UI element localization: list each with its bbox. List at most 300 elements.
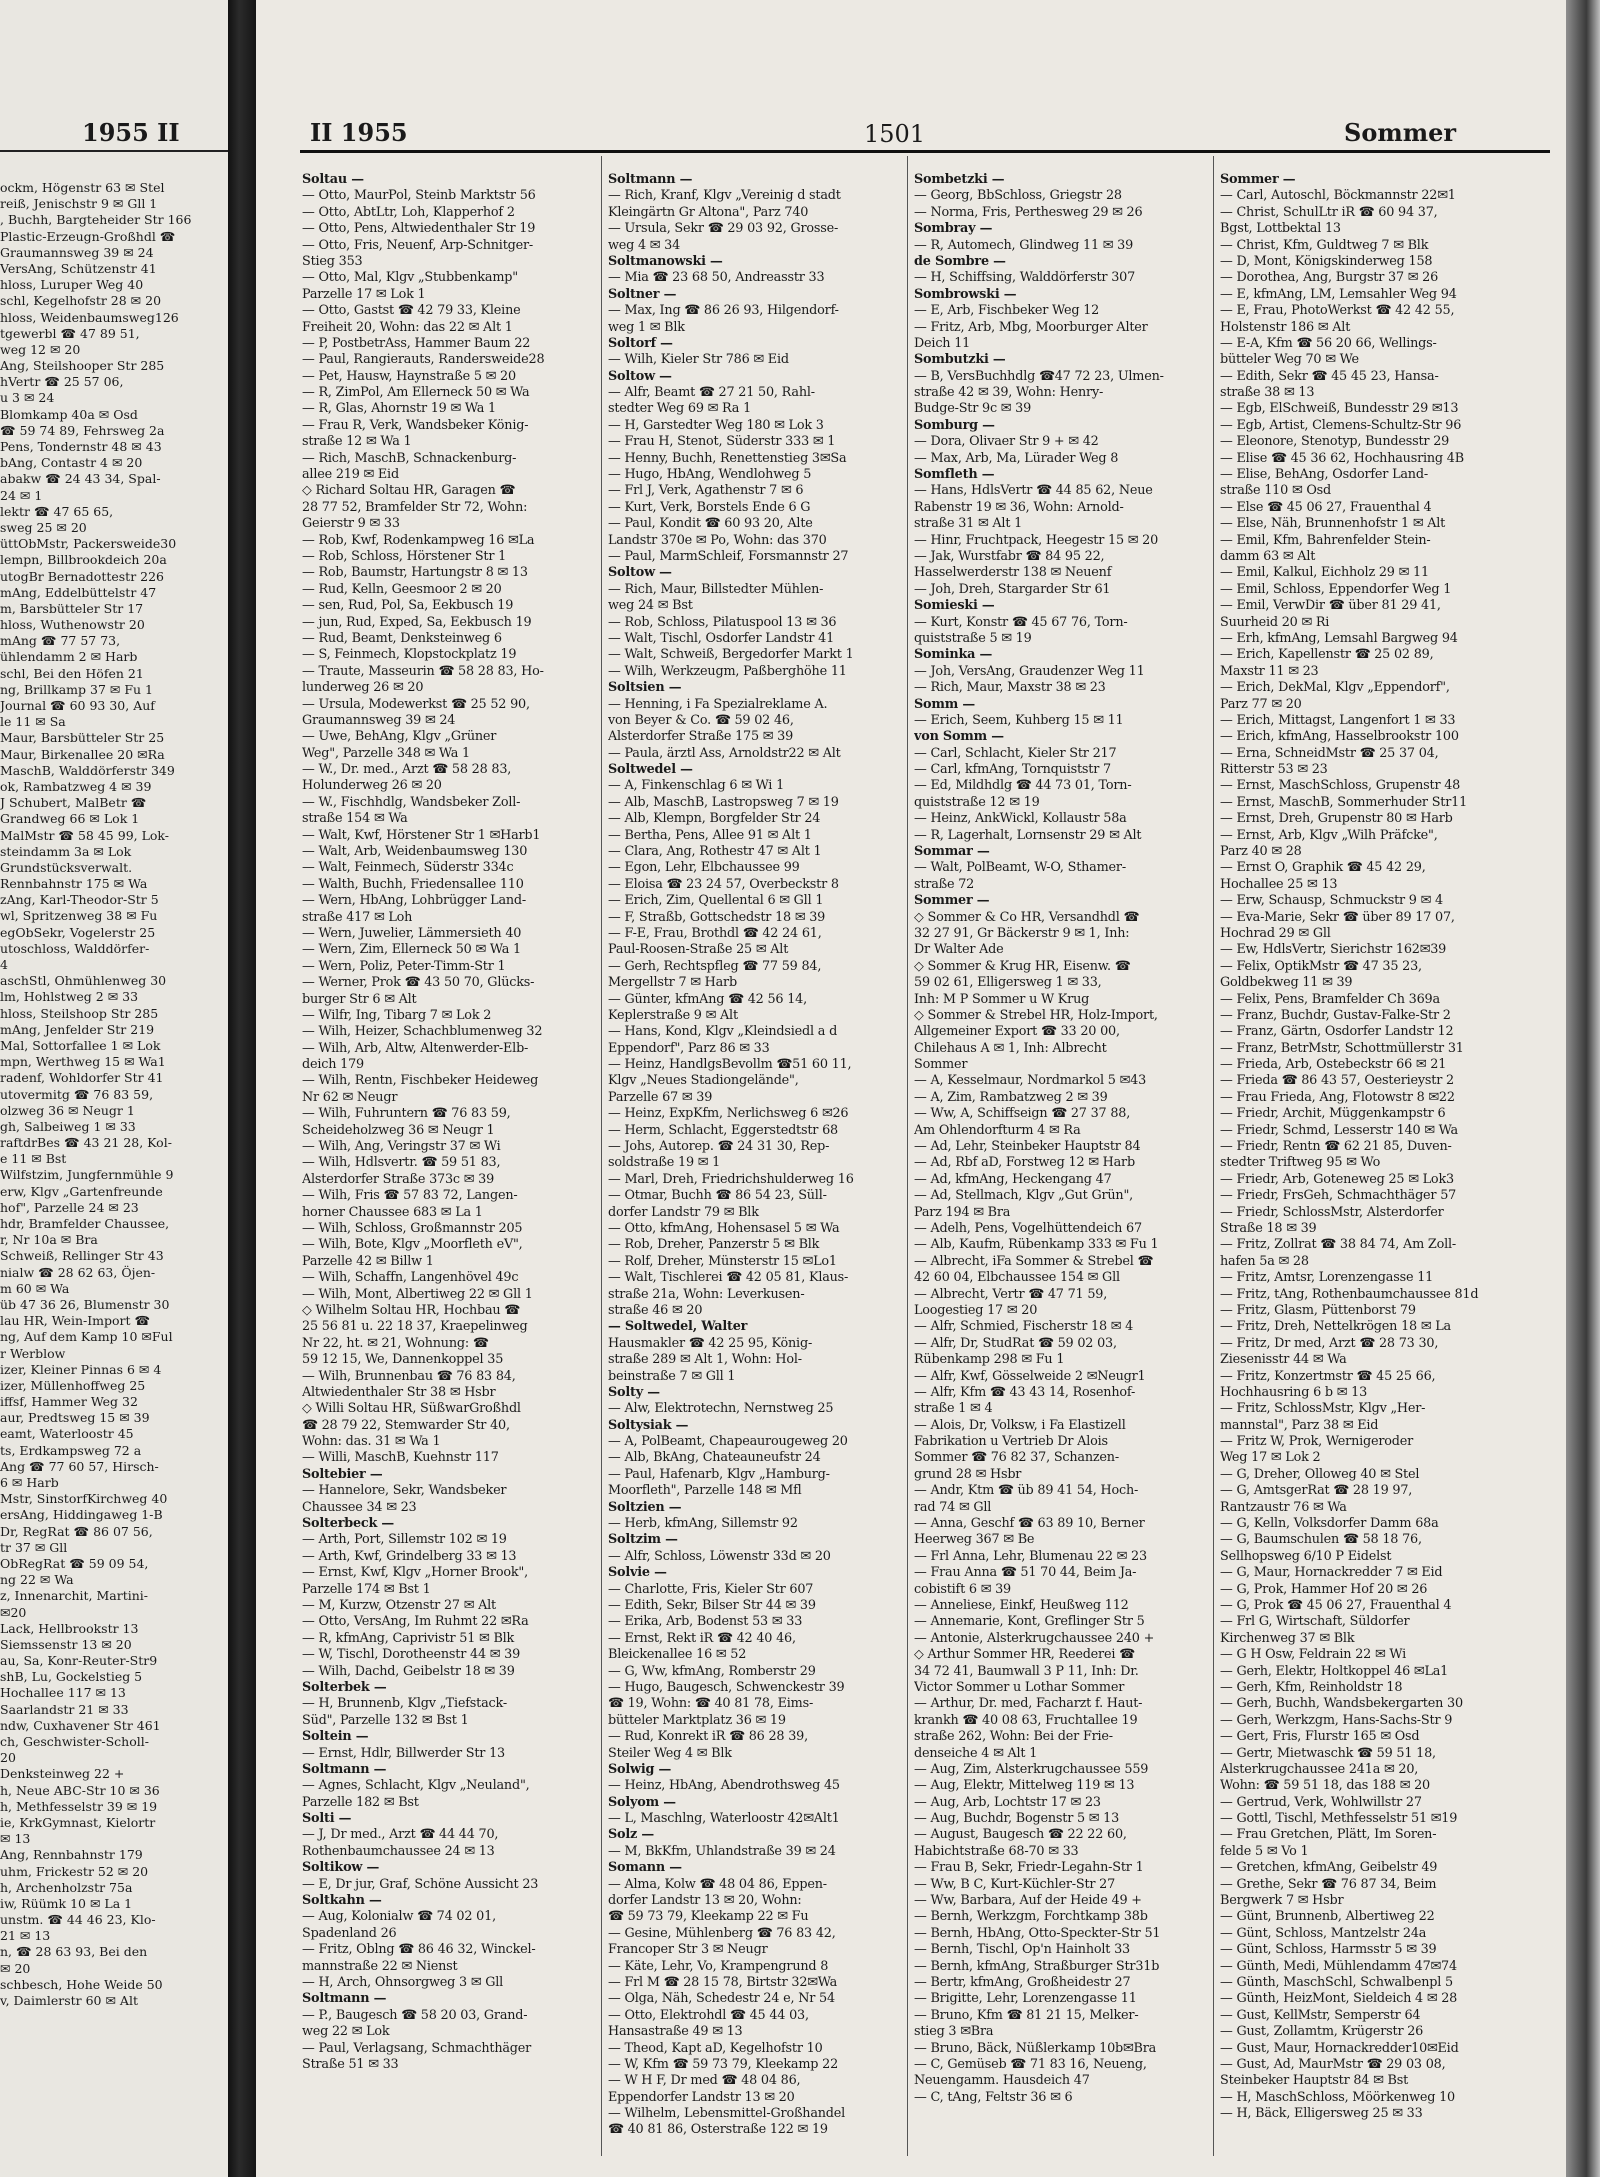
directory-entry-line: Sommer — <box>1220 172 1296 187</box>
directory-entry-line: — Alw, Elektrotechn, Nernstweg 25 <box>608 1401 834 1417</box>
directory-entry-line: — Otto, Fris, Neuenf, Arp-Schnitger- <box>302 237 534 253</box>
directory-entry-line: — Henning, i Fa Spezialreklame A. <box>608 696 828 712</box>
directory-entry-line: — Fritz, Arb, Mbg, Moorburger Alter <box>914 319 1148 335</box>
directory-entry-line: — Werner, Prok ☎ 43 50 70, Glücks- <box>302 975 535 991</box>
directory-entry-line: Alsterkrugchaussee 241a ✉ 20, <box>1220 1761 1419 1777</box>
directory-entry-line: straße 38 ✉ 13 <box>1220 385 1315 401</box>
directory-entry-line: — Wilh, Rentn, Fischbeker Heideweg <box>302 1073 539 1089</box>
directory-entry-line: — Wilh, Dachd, Geibelstr 18 ✉ 39 <box>302 1663 515 1679</box>
directory-line: erw, Klgv „Gartenfreunde <box>0 1183 163 1199</box>
directory-entry-line: Neuengamm. Hausdeich 47 <box>914 2073 1090 2089</box>
directory-entry-line: — Walt, Tischlerei ☎ 42 05 81, Klaus- <box>608 1270 849 1286</box>
directory-entry-line: weg 24 ✉ Bst <box>608 598 693 614</box>
directory-entry-line: — Erna, SchneidMstr ☎ 25 37 04, <box>1220 745 1439 761</box>
directory-entry-line: — Gert, Fris, Flurstr 165 ✉ Osd <box>1220 1729 1420 1745</box>
directory-entry-line: — Friedr, Arb, Goteneweg 25 ✉ Lok3 <box>1220 1171 1454 1187</box>
directory-entry-line: — Walt, Kwf, Hörstener Str 1 ✉Harb1 <box>302 827 541 843</box>
directory-entry-line: — Gust, KellMstr, Semperstr 64 <box>1220 2007 1421 2023</box>
directory-entry-line: — jun, Rud, Exped, Sa, Eekbusch 19 <box>302 614 532 630</box>
directory-entry-line: — Ad, Lehr, Steinbeker Hauptstr 84 <box>914 1139 1141 1155</box>
directory-entry-line: 34 72 41, Baumwall 3 P 11, Inh: Dr. <box>914 1663 1139 1679</box>
directory-entry-line: Dr Walter Ade <box>914 942 1004 958</box>
directory-entry-line: — Uwe, BehAng, Klgv „Grüner <box>302 729 497 745</box>
directory-line: iffsf, Hammer Weg 32 <box>0 1394 138 1410</box>
directory-entry-line: — Fritz, Dr med, Arzt ☎ 28 73 30, <box>1220 1335 1439 1351</box>
directory-line: iw, Rüümk 10 ✉ La 1 <box>0 1895 133 1911</box>
directory-entry-line: ◇ Willi Soltau HR, SüßwarGroßhdl <box>302 1401 521 1417</box>
directory-entry-line: mannstraße 22 ✉ Nienst <box>302 1958 458 1974</box>
directory-line: lektr ☎ 47 65 65, <box>0 503 114 519</box>
directory-entry-line: dorfer Landstr 79 ✉ Blk <box>608 1204 759 1220</box>
directory-line: uhm, Frickestr 52 ✉ 20 <box>0 1863 149 1879</box>
directory-entry-line: Somann — <box>608 1860 682 1876</box>
directory-line: Schweiß, Rellinger Str 43 <box>0 1248 164 1264</box>
directory-line: ✉20 <box>0 1604 27 1620</box>
directory-entry-line: — Wilh, Bote, Klgv „Moorfleth eV", <box>302 1237 523 1253</box>
directory-entry-line: — Ew, HdlsVertr, Sierichstr 162✉39 <box>1220 942 1447 958</box>
directory-entry-line: Parzelle 174 ✉ Bst 1 <box>302 1581 431 1597</box>
directory-entry-line: — Hannelore, Sekr, Wandsbeker <box>302 1483 507 1499</box>
directory-entry-line: Parzelle 67 ✉ 39 <box>608 1089 713 1105</box>
directory-entry-line: — Rich, Kranf, Klgv „Vereinig d stadt <box>608 188 841 204</box>
directory-entry-line: Wohn: ☎ 59 51 18, das 188 ✉ 20 <box>1220 1778 1431 1794</box>
directory-entry-line: — Frau R, Verk, Wandsbeker König- <box>302 417 529 433</box>
directory-column-2 <box>608 172 898 2139</box>
directory-entry-line: — Fritz, SchlossMstr, Klgv „Her- <box>1220 1401 1426 1417</box>
directory-entry-line: burger Str 6 ✉ Alt <box>302 991 417 1007</box>
directory-entry-line: — Wilfr, Ing, Tibarg 7 ✉ Lok 2 <box>302 1007 492 1023</box>
directory-entry-line: — Paula, ärztl Ass, Arnoldstr22 ✉ Alt <box>608 745 841 761</box>
directory-entry-line: — G, Prok ☎ 45 06 27, Frauenthal 4 <box>1220 1597 1452 1613</box>
directory-entry-line: — Aug, Buchdr, Bogenstr 5 ✉ 13 <box>914 1811 1120 1827</box>
directory-entry-line: — Gust, Maur, Hornackredder10✉Eid <box>1220 2040 1459 2056</box>
directory-entry-line: — Friedr, Rentn ☎ 62 21 85, Duven- <box>1220 1139 1452 1155</box>
directory-entry-line: — C, Gemüseb ☎ 71 83 16, Neueng, <box>914 2056 1147 2072</box>
directory-entry-line: horner Chaussee 683 ✉ La 1 <box>302 1204 483 1220</box>
directory-entry-line: — Fritz, Glasm, Püttenborst 79 <box>1220 1302 1416 1318</box>
directory-entry-line: Rothenbaumchaussee 24 ✉ 13 <box>302 1843 495 1859</box>
directory-entry-line: — Aug, Kolonialw ☎ 74 02 01, <box>302 1909 496 1925</box>
directory-entry-line: Nr 62 ✉ Neugr <box>302 1089 398 1105</box>
directory-entry-line: — Joh, Dreh, Stargarder Str 61 <box>914 581 1111 597</box>
directory-entry-line: Soltein — <box>302 1729 369 1745</box>
directory-line: hdr, Bramfelder Chaussee, <box>0 1216 170 1231</box>
directory-entry-line: — Hinr, Fruchtpack, Heegestr 15 ✉ 20 <box>914 532 1159 548</box>
directory-entry-line: — Otto, Mal, Klgv „Stubbenkamp" <box>302 270 518 286</box>
directory-entry-line: Suurheid 20 ✉ Ri <box>1220 614 1330 630</box>
directory-entry-line: straße 72 <box>914 876 975 892</box>
directory-line: abakw ☎ 24 43 34, Spal- <box>0 471 161 487</box>
directory-entry-line: straße 21a, Wohn: Leverkusen- <box>608 1286 805 1302</box>
directory-entry-line: — Kurt, Konstr ☎ 45 67 76, Torn- <box>914 614 1128 630</box>
directory-entry-line: — Ursula, Modewerkst ☎ 25 52 90, <box>302 696 530 712</box>
directory-entry-line: Somm — <box>914 696 975 712</box>
left-page-header: 1955 II <box>82 118 180 147</box>
column-divider <box>601 156 602 2156</box>
directory-line: schbesch, Hohe Weide 50 <box>0 1976 163 1992</box>
directory-entry-line: Parz 77 ✉ 20 <box>1220 696 1302 712</box>
directory-line: r, Nr 10a ✉ Bra <box>0 1232 98 1248</box>
directory-entry-line: — Soltwedel, Walter <box>608 1319 748 1335</box>
directory-entry-line: — Ernst, MaschB, Sommerhuder Str11 <box>1220 794 1468 810</box>
directory-entry-line: Moorfleth", Parzelle 148 ✉ Mfl <box>608 1483 802 1499</box>
directory-entry-line: — Dora, Olivaer Str 9 + ✉ 42 <box>914 434 1099 450</box>
directory-line: J Schubert, MalBetr ☎ <box>0 795 147 811</box>
directory-entry-line: — Otto, MaurPol, Steinb Marktstr 56 <box>302 188 536 204</box>
directory-entry-line: — Günth, MaschSchl, Schwalbenpl 5 <box>1220 1974 1453 1990</box>
directory-entry-line: krankh ☎ 40 08 63, Fruchtallee 19 <box>914 1712 1138 1728</box>
directory-entry-line: — Ad, Rbf aD, Forstweg 12 ✉ Harb <box>914 1155 1135 1171</box>
directory-line: sweg 25 ✉ 20 <box>0 519 87 535</box>
directory-entry-line: Sommer — <box>914 893 990 909</box>
directory-column-1 <box>302 172 592 2073</box>
left-header-rule <box>0 150 228 152</box>
directory-entry-line: Geierstr 9 ✉ 33 <box>302 516 400 532</box>
directory-line: shB, Lu, Gockelstieg 5 <box>0 1669 143 1685</box>
directory-entry-line: Somburg — <box>914 417 995 433</box>
directory-entry-line: — Paul, Hafenarb, Klgv „Hamburg- <box>608 1466 830 1482</box>
directory-entry-line: — Walth, Buchh, Friedensallee 110 <box>302 876 524 892</box>
directory-entry-line: Sominka — <box>914 647 993 663</box>
directory-entry-line: lunderweg 26 ✉ 20 <box>302 680 424 696</box>
directory-entry-line: — Adelh, Pens, Vogelhüttendeich 67 <box>914 1221 1142 1236</box>
directory-line: zAng, Karl-Theodor-Str 5 <box>0 892 159 908</box>
directory-entry-line: Soltysiak — <box>608 1417 689 1433</box>
directory-line: 20 <box>0 1750 16 1766</box>
directory-entry-line: — E, kfmAng, LM, Lemsahler Weg 94 <box>1220 286 1457 302</box>
directory-entry-line: Solyom — <box>608 1794 676 1810</box>
directory-entry-line: cobistift 6 ✉ 39 <box>914 1581 1011 1597</box>
directory-entry-line: Soltsien — <box>608 680 682 696</box>
directory-entry-line: — Theod, Kapt aD, Kegelhofstr 10 <box>608 2040 823 2056</box>
directory-entry-line: — Andr, Ktm ☎ üb 89 41 54, Hoch- <box>914 1483 1139 1499</box>
directory-line: ✉ 20 <box>0 1960 31 1976</box>
directory-entry-line: — Wilh, Schaffn, Langenhövel 49c <box>302 1270 519 1286</box>
directory-entry-line: — R, kfmAng, Caprivistr 51 ✉ Blk <box>302 1630 515 1646</box>
directory-entry-line: — Felix, Pens, Bramfelder Ch 369a <box>1220 991 1440 1007</box>
directory-entry-line: — Bernh, kfmAng, Straßburger Str31b <box>914 1958 1160 1974</box>
directory-entry-line: — W., Dr. med., Arzt ☎ 58 28 83, <box>302 762 512 778</box>
directory-entry-line: Sombray — <box>914 221 993 237</box>
directory-entry-line: Straße 18 ✉ 39 <box>1220 1221 1317 1236</box>
directory-entry-line: ◇ Sommer & Strebel HR, Holz-Import, <box>914 1007 1158 1023</box>
directory-line: utoschloss, Walddörfer- <box>0 940 150 956</box>
directory-entry-line: dorfer Landstr 13 ✉ 20, Wohn: <box>608 1893 802 1909</box>
directory-entry-line: — G, Maur, Hornackredder 7 ✉ Eid <box>1220 1565 1443 1581</box>
directory-line: Rennbahnstr 175 ✉ Wa <box>0 876 148 892</box>
directory-entry-line: ☎ 59 73 79, Kleekamp 22 ✉ Fu <box>608 1909 809 1925</box>
directory-entry-line: — Franz, Buchdr, Gustav-Falke-Str 2 <box>1220 1007 1451 1023</box>
directory-line: eamt, Waterloostr 45 <box>0 1426 134 1442</box>
directory-entry-line: de Sombre — <box>914 253 1006 269</box>
directory-entry-line: — Hans, HdlsVertr ☎ 44 85 62, Neue <box>914 483 1153 499</box>
directory-entry-line: — W H F, Dr med ☎ 48 04 86, <box>608 2073 801 2089</box>
directory-entry-line: — Alois, Dr, Volksw, i Fa Elastizell <box>914 1417 1126 1433</box>
directory-entry-line: — Fritz, Amtsr, Lorenzengasse 11 <box>1220 1270 1434 1286</box>
directory-entry-line: Parzelle 182 ✉ Bst <box>302 1794 419 1810</box>
directory-line: ✉ 13 <box>0 1831 31 1847</box>
directory-entry-line: — Ursula, Sekr ☎ 29 03 92, Grosse- <box>608 221 839 237</box>
directory-entry-line: — Rob, Kwf, Rodenkampweg 16 ✉La <box>302 532 535 548</box>
directory-entry-line: — Frl Anna, Lehr, Blumenau 22 ✉ 23 <box>914 1548 1147 1564</box>
directory-line: ockm, Högenstr 63 ✉ Stel <box>0 180 165 195</box>
directory-entry-line: 59 12 15, We, Dannenkoppel 35 <box>302 1352 504 1368</box>
directory-line: le 11 ✉ Sa <box>0 714 66 730</box>
directory-entry-line: — Hugo, Baugesch, Schwenckestr 39 <box>608 1679 845 1695</box>
directory-entry-line: — Agnes, Schlacht, Klgv „Neuland", <box>302 1778 530 1794</box>
directory-entry-line: — Rob, Dreher, Panzerstr 5 ✉ Blk <box>608 1237 820 1253</box>
directory-entry-line: Hasselwerderstr 138 ✉ Neuenf <box>914 565 1112 581</box>
directory-line: bAng, Contastr 4 ✉ 20 <box>0 455 143 471</box>
running-head-name: Sommer <box>1344 118 1457 147</box>
directory-entry-line: — C, tAng, Feltstr 36 ✉ 6 <box>914 2089 1073 2105</box>
directory-line: Lack, Hellbrookstr 13 <box>0 1620 139 1636</box>
directory-entry-line: — S, Feinmech, Klopstockplatz 19 <box>302 647 517 663</box>
directory-entry-line: — Günt, Schloss, Harmsstr 5 ✉ 39 <box>1220 1942 1437 1958</box>
directory-entry-line: Solterbek — <box>302 1679 387 1695</box>
directory-entry-line: — F, Straßb, Gottschedstr 18 ✉ 39 <box>608 909 826 925</box>
directory-entry-line: — Walt, Schweiß, Bergedorfer Markt 1 <box>608 647 854 663</box>
directory-entry-line: — Erika, Arb, Bodenst 53 ✉ 33 <box>608 1614 803 1630</box>
directory-entry-line: — Gust, Ad, MaurMstr ☎ 29 03 08, <box>1220 2056 1446 2072</box>
directory-entry-line: — A, PolBeamt, Chapeaurougeweg 20 <box>608 1434 848 1450</box>
directory-entry-line: — Günter, kfmAng ☎ 42 56 14, <box>608 991 807 1007</box>
directory-line: h, Methfesselstr 39 ✉ 19 <box>0 1798 158 1814</box>
directory-entry-line: Alsterdorfer Straße 373c ✉ 39 <box>302 1171 495 1187</box>
directory-entry-line: — Ed, Mildhdlg ☎ 44 73 01, Torn- <box>914 778 1132 794</box>
directory-line: mAng, Eddelbüttelstr 47 <box>0 584 157 600</box>
directory-entry-line: Parz 194 ✉ Bra <box>914 1204 1011 1220</box>
directory-entry-line: 42 60 04, Elbchaussee 154 ✉ Gll <box>914 1270 1120 1286</box>
directory-entry-line: Eppendorf", Parz 86 ✉ 33 <box>608 1040 770 1056</box>
directory-line: m 60 ✉ Wa <box>0 1280 70 1296</box>
directory-entry-line: — R, Automech, Glindweg 11 ✉ 39 <box>914 237 1134 253</box>
directory-entry-line: Paul-Roosen-Straße 25 ✉ Alt <box>608 942 789 958</box>
directory-entry-line: — Willi, MaschB, Kuehnstr 117 <box>302 1450 499 1466</box>
directory-entry-line: Steiler Weg 4 ✉ Blk <box>608 1745 732 1761</box>
directory-entry-line: Soltmann — <box>302 1991 387 2007</box>
directory-entry-line: straße 154 ✉ Wa <box>302 811 408 827</box>
directory-entry-line: — A, Finkenschlag 6 ✉ Wi 1 <box>608 778 785 794</box>
directory-entry-line: — F-E, Frau, Brothdl ☎ 42 24 61, <box>608 925 822 941</box>
directory-entry-line: — Frau Frieda, Ang, Flotowstr 8 ✉22 <box>1220 1089 1455 1105</box>
directory-entry-line: ◇ Sommer & Krug HR, Eisenw. ☎ <box>914 958 1131 974</box>
directory-entry-line: — Paul, Rangierauts, Randersweide28 <box>302 352 545 368</box>
directory-entry-line: deich 179 <box>302 1057 364 1073</box>
directory-line: lau HR, Wein-Import ☎ <box>0 1313 151 1329</box>
directory-line: Ang ☎ 77 60 57, Hirsch- <box>0 1458 159 1474</box>
directory-entry-line: Sombutzki — <box>914 352 1006 368</box>
directory-entry-line: Hausmakler ☎ 42 25 95, König- <box>608 1335 813 1351</box>
directory-entry-line: — H, Garstedter Weg 180 ✉ Lok 3 <box>608 417 824 433</box>
directory-entry-line: — Erich, Mittagst, Langenfort 1 ✉ 33 <box>1220 712 1456 728</box>
directory-entry-line: — Olga, Näh, Schedestr 24 e, Nr 54 <box>608 1991 835 2007</box>
directory-entry-line: — Arth, Kwf, Grindelberg 33 ✉ 13 <box>302 1548 517 1564</box>
directory-entry-line: — Rob, Schloss, Hörstener Str 1 <box>302 548 507 564</box>
directory-line: hof", Parzelle 24 ✉ 23 <box>0 1199 139 1215</box>
directory-entry-line: — G H Osw, Feldrain 22 ✉ Wi <box>1220 1647 1406 1663</box>
directory-entry-line: — Wilhelm, Lebensmittel-Großhandel <box>608 2106 846 2122</box>
directory-entry-line: — Elise ☎ 45 36 62, Hochhausring 4B <box>1220 450 1464 466</box>
directory-line: mAng ☎ 77 57 73, <box>0 633 121 649</box>
directory-entry-line: — Erich, Zim, Quellental 6 ✉ Gll 1 <box>608 893 824 909</box>
directory-line: Wilfstzim, Jungfernmühle 9 <box>0 1167 174 1183</box>
directory-entry-line: straße 110 ✉ Osd <box>1220 483 1331 499</box>
directory-entry-line: — Elise, BehAng, Osdorfer Land- <box>1220 467 1428 483</box>
directory-entry-line: — Gerh, Werkzgm, Hans-Sachs-Str 9 <box>1220 1712 1453 1728</box>
directory-line: Maur, Barsbütteler Str 25 <box>0 730 165 746</box>
directory-entry-line: — G, Prok, Hammer Hof 20 ✉ 26 <box>1220 1581 1428 1597</box>
directory-entry-line: Sombrowski — <box>914 286 1017 302</box>
directory-line: ts, Erdkampsweg 72 a <box>0 1442 142 1458</box>
directory-entry-line: Budge-Str 9c ✉ 39 <box>914 401 1032 417</box>
directory-entry-line: Wohn: das. 31 ✉ Wa 1 <box>302 1434 441 1450</box>
directory-entry-line: — Egb, ElSchweiß, Bundesstr 29 ✉13 <box>1220 401 1459 417</box>
directory-line: ☎ 59 74 89, Fehrsweg 2a <box>0 422 165 438</box>
directory-entry-line: — Gertrud, Verk, Wohlwillstr 27 <box>1220 1794 1422 1810</box>
directory-line: h, Archenholzstr 75a <box>0 1879 133 1895</box>
directory-entry-line: — Günth, HeizMont, Sieldeich 4 ✉ 28 <box>1220 1991 1458 2007</box>
directory-entry-line: — Wern, Zim, Ellerneck 50 ✉ Wa 1 <box>302 942 521 958</box>
directory-entry-line: Sellhopsweg 6/10 P Eidelst <box>1220 1548 1392 1564</box>
directory-entry-line: — Gust, Zollamtm, Krügerstr 26 <box>1220 2024 1424 2040</box>
directory-entry-line: — Walt, Tischl, Osdorfer Landstr 41 <box>608 630 835 646</box>
directory-line: utogBr Bernadottestr 226 <box>0 568 165 584</box>
directory-entry-line: — Frau B, Sekr, Friedr-Legahn-Str 1 <box>914 1860 1144 1876</box>
directory-entry-line: — Bruno, Bäck, Nüßlerkamp 10b✉Bra <box>914 2040 1157 2056</box>
directory-entry-line: — Wilh, Fuhruntern ☎ 76 83 59, <box>302 1106 511 1122</box>
directory-entry-line: — Fritz, tAng, Rothenbaumchaussee 81d <box>1220 1286 1479 1302</box>
directory-entry-line: — Carl, kfmAng, Tornquiststr 7 <box>914 762 1111 778</box>
directory-entry-line: — Rich, Maur, Billstedter Mühlen- <box>608 581 824 597</box>
directory-entry-line: — Ernst, MaschSchloss, Grupenstr 48 <box>1220 778 1461 794</box>
directory-entry-line: Hochrad 29 ✉ Gll <box>1220 925 1331 941</box>
directory-entry-line: — Gottl, Tischl, Methfesselstr 51 ✉19 <box>1220 1811 1458 1827</box>
directory-entry-line: — Max, Ing ☎ 86 26 93, Hilgendorf- <box>608 303 839 319</box>
directory-entry-line: — Otto, Elektrohdl ☎ 45 44 03, <box>608 2007 809 2023</box>
directory-entry-line: ◇ Arthur Sommer HR, Reederei ☎ <box>914 1647 1135 1663</box>
directory-entry-line: Somfleth — <box>914 467 995 483</box>
directory-entry-line: — Aug, Arb, Lochtstr 17 ✉ 23 <box>914 1794 1101 1810</box>
directory-entry-line: Soltau — <box>302 172 364 187</box>
directory-entry-line: — Rud, Kelln, Geesmoor 2 ✉ 20 <box>302 581 502 597</box>
directory-line: schl, Kegelhofstr 28 ✉ 20 <box>0 293 162 309</box>
directory-entry-line: — Grethe, Sekr ☎ 76 87 34, Beim <box>1220 1876 1437 1892</box>
directory-line: 21 ✉ 13 <box>0 1928 51 1944</box>
directory-entry-line: weg 1 ✉ Blk <box>608 319 685 335</box>
directory-entry-line: — Edith, Sekr, Bilser Str 44 ✉ 39 <box>608 1597 816 1613</box>
directory-entry-line: Solvie — <box>608 1565 667 1581</box>
directory-entry-line: — sen, Rud, Pol, Sa, Eekbusch 19 <box>302 598 514 614</box>
directory-entry-line: — Marl, Dreh, Friedrichshulderweg 16 <box>608 1171 854 1187</box>
directory-entry-line: Soltikow — <box>302 1860 380 1876</box>
directory-entry-line: — Egon, Lehr, Elbchaussee 99 <box>608 860 800 876</box>
directory-entry-line: — Wilh, Mont, Albertiweg 22 ✉ Gll 1 <box>302 1286 533 1302</box>
directory-entry-line: — R, Glas, Ahornstr 19 ✉ Wa 1 <box>302 401 496 417</box>
directory-entry-line: Soltzim — <box>608 1532 678 1548</box>
directory-entry-line: — Albrecht, Vertr ☎ 47 71 59, <box>914 1286 1108 1302</box>
directory-entry-line: Stieg 353 <box>302 253 363 269</box>
directory-entry-line: — Ernst, Hdlr, Billwerder Str 13 <box>302 1745 505 1761</box>
directory-entry-line: — Gesine, Mühlenberg ☎ 76 83 42, <box>608 1925 836 1941</box>
directory-entry-line: — Erh, kfmAng, Lemsahl Bargweg 94 <box>1220 630 1458 646</box>
directory-entry-line: Keplerstraße 9 ✉ Alt <box>608 1007 738 1023</box>
directory-entry-line: — Herm, Schlacht, Eggerstedtstr 68 <box>608 1122 838 1138</box>
directory-line: m, Barsbütteler Str 17 <box>0 600 144 616</box>
directory-entry-line: straße 42 ✉ 39, Wohn: Henry- <box>914 385 1104 401</box>
directory-entry-line: straße 1 ✉ 4 <box>914 1401 993 1417</box>
directory-entry-line: Bergwerk 7 ✉ Hsbr <box>1220 1893 1344 1909</box>
directory-line: üttObMstr, Packersweide30 <box>0 536 177 552</box>
directory-entry-line: — Christ, SchulLtr iR ☎ 60 94 37, <box>1220 204 1438 220</box>
directory-entry-line: — Wilh, Schloss, Großmannstr 205 <box>302 1221 523 1236</box>
directory-line: steindamm 3a ✉ Lok <box>0 843 132 859</box>
directory-entry-line: — H, Bäck, Elligersweg 25 ✉ 33 <box>1220 2106 1423 2122</box>
directory-entry-line: — Johs, Autorep. ☎ 24 31 30, Rep- <box>608 1139 830 1155</box>
directory-line: ng, Brillkamp 37 ✉ Fu 1 <box>0 681 153 697</box>
directory-line: r Werblow <box>0 1345 66 1361</box>
directory-line: Mstr, SinstorfKirchweg 40 <box>0 1491 168 1507</box>
directory-entry-line: — August, Baugesch ☎ 22 22 60, <box>914 1827 1127 1843</box>
directory-line: ch, Geschwister-Scholl- <box>0 1734 149 1749</box>
directory-entry-line: Ritterstr 53 ✉ 23 <box>1220 762 1328 778</box>
directory-entry-line: straße 289 ✉ Alt 1, Wohn: Hol- <box>608 1352 802 1368</box>
directory-entry-line: — E, Frau, PhotoWerkst ☎ 42 42 55, <box>1220 303 1455 319</box>
directory-entry-line: rad 74 ✉ Gll <box>914 1499 992 1515</box>
directory-entry-line: Soltebier — <box>302 1466 383 1482</box>
directory-entry-line: Nr 22, ht. ✉ 21, Wohnung: ☎ <box>302 1335 489 1351</box>
directory-entry-line: Sombetzki — <box>914 172 1005 187</box>
directory-entry-line: — Alfr, Beamt ☎ 27 21 50, Rahl- <box>608 385 815 401</box>
directory-entry-line: damm 63 ✉ Alt <box>1220 548 1316 564</box>
directory-entry-line: Heerweg 367 ✉ Be <box>914 1532 1035 1548</box>
directory-entry-line: — Wilh, Hdlsvertr. ☎ 59 51 83, <box>302 1155 501 1171</box>
directory-entry-line: — Emil, Schloss, Eppendorfer Weg 1 <box>1220 581 1452 597</box>
directory-entry-line: — Otto, VersAng, Im Ruhmt 22 ✉Ra <box>302 1614 529 1630</box>
directory-entry-line: — G, Baumschulen ☎ 58 18 76, <box>1220 1532 1422 1548</box>
directory-entry-line: — M, Kurzw, Otzenstr 27 ✉ Alt <box>302 1597 496 1613</box>
directory-entry-line: von Beyer & Co. ☎ 59 02 46, <box>608 712 794 728</box>
directory-entry-line: — Friedr, FrsGeh, Schmachthäger 57 <box>1220 1188 1457 1204</box>
directory-line: ie, KrkGymnast, Kielortr <box>0 1814 156 1830</box>
directory-line: hVertr ☎ 25 57 06, <box>0 374 124 390</box>
directory-entry-line: — Heinz, ExpKfm, Nerlichsweg 6 ✉26 <box>608 1106 849 1122</box>
directory-entry-line: quiststraße 12 ✉ 19 <box>914 794 1040 810</box>
column-divider <box>907 156 908 2156</box>
directory-line: tr 37 ✉ Gll <box>0 1539 68 1555</box>
directory-entry-line: Spadenland 26 <box>302 1925 397 1941</box>
directory-line: Blomkamp 40a ✉ Osd <box>0 406 138 422</box>
directory-line: weg 12 ✉ 20 <box>0 341 81 357</box>
directory-entry-line: Soltkahn — <box>302 1893 382 1909</box>
directory-line: Ang, Steilshooper Str 285 <box>0 358 165 374</box>
directory-entry-line: Solty — <box>608 1384 660 1400</box>
directory-entry-line: — E, Dr jur, Graf, Schöne Aussicht 23 <box>302 1876 539 1892</box>
directory-entry-line: — Ww, B C, Kurt-Küchler-Str 27 <box>914 1876 1116 1892</box>
directory-line: Pens, Tondernstr 48 ✉ 43 <box>0 439 162 454</box>
directory-line: lempn, Billbrookdeich 20a <box>0 552 167 568</box>
directory-entry-line: grund 28 ✉ Hsbr <box>914 1466 1022 1482</box>
directory-line: Siemssenstr 13 ✉ 20 <box>0 1636 132 1652</box>
directory-entry-line: Soltmann — <box>302 1761 387 1777</box>
directory-entry-line: — Frau Gretchen, Plätt, Im Soren- <box>1220 1827 1437 1843</box>
directory-entry-line: Soltzien — <box>608 1499 682 1515</box>
directory-entry-line: — Heinz, HbAng, Abendrothsweg 45 <box>608 1778 840 1794</box>
directory-line: raftdrBes ☎ 43 21 28, Kol- <box>0 1135 172 1151</box>
directory-entry-line: — Jak, Wurstfabr ☎ 84 95 22, <box>914 548 1105 564</box>
directory-entry-line: Holstenstr 186 ✉ Alt <box>1220 319 1351 335</box>
directory-entry-line: — Walt, PolBeamt, W-O, Sthamer- <box>914 860 1126 876</box>
